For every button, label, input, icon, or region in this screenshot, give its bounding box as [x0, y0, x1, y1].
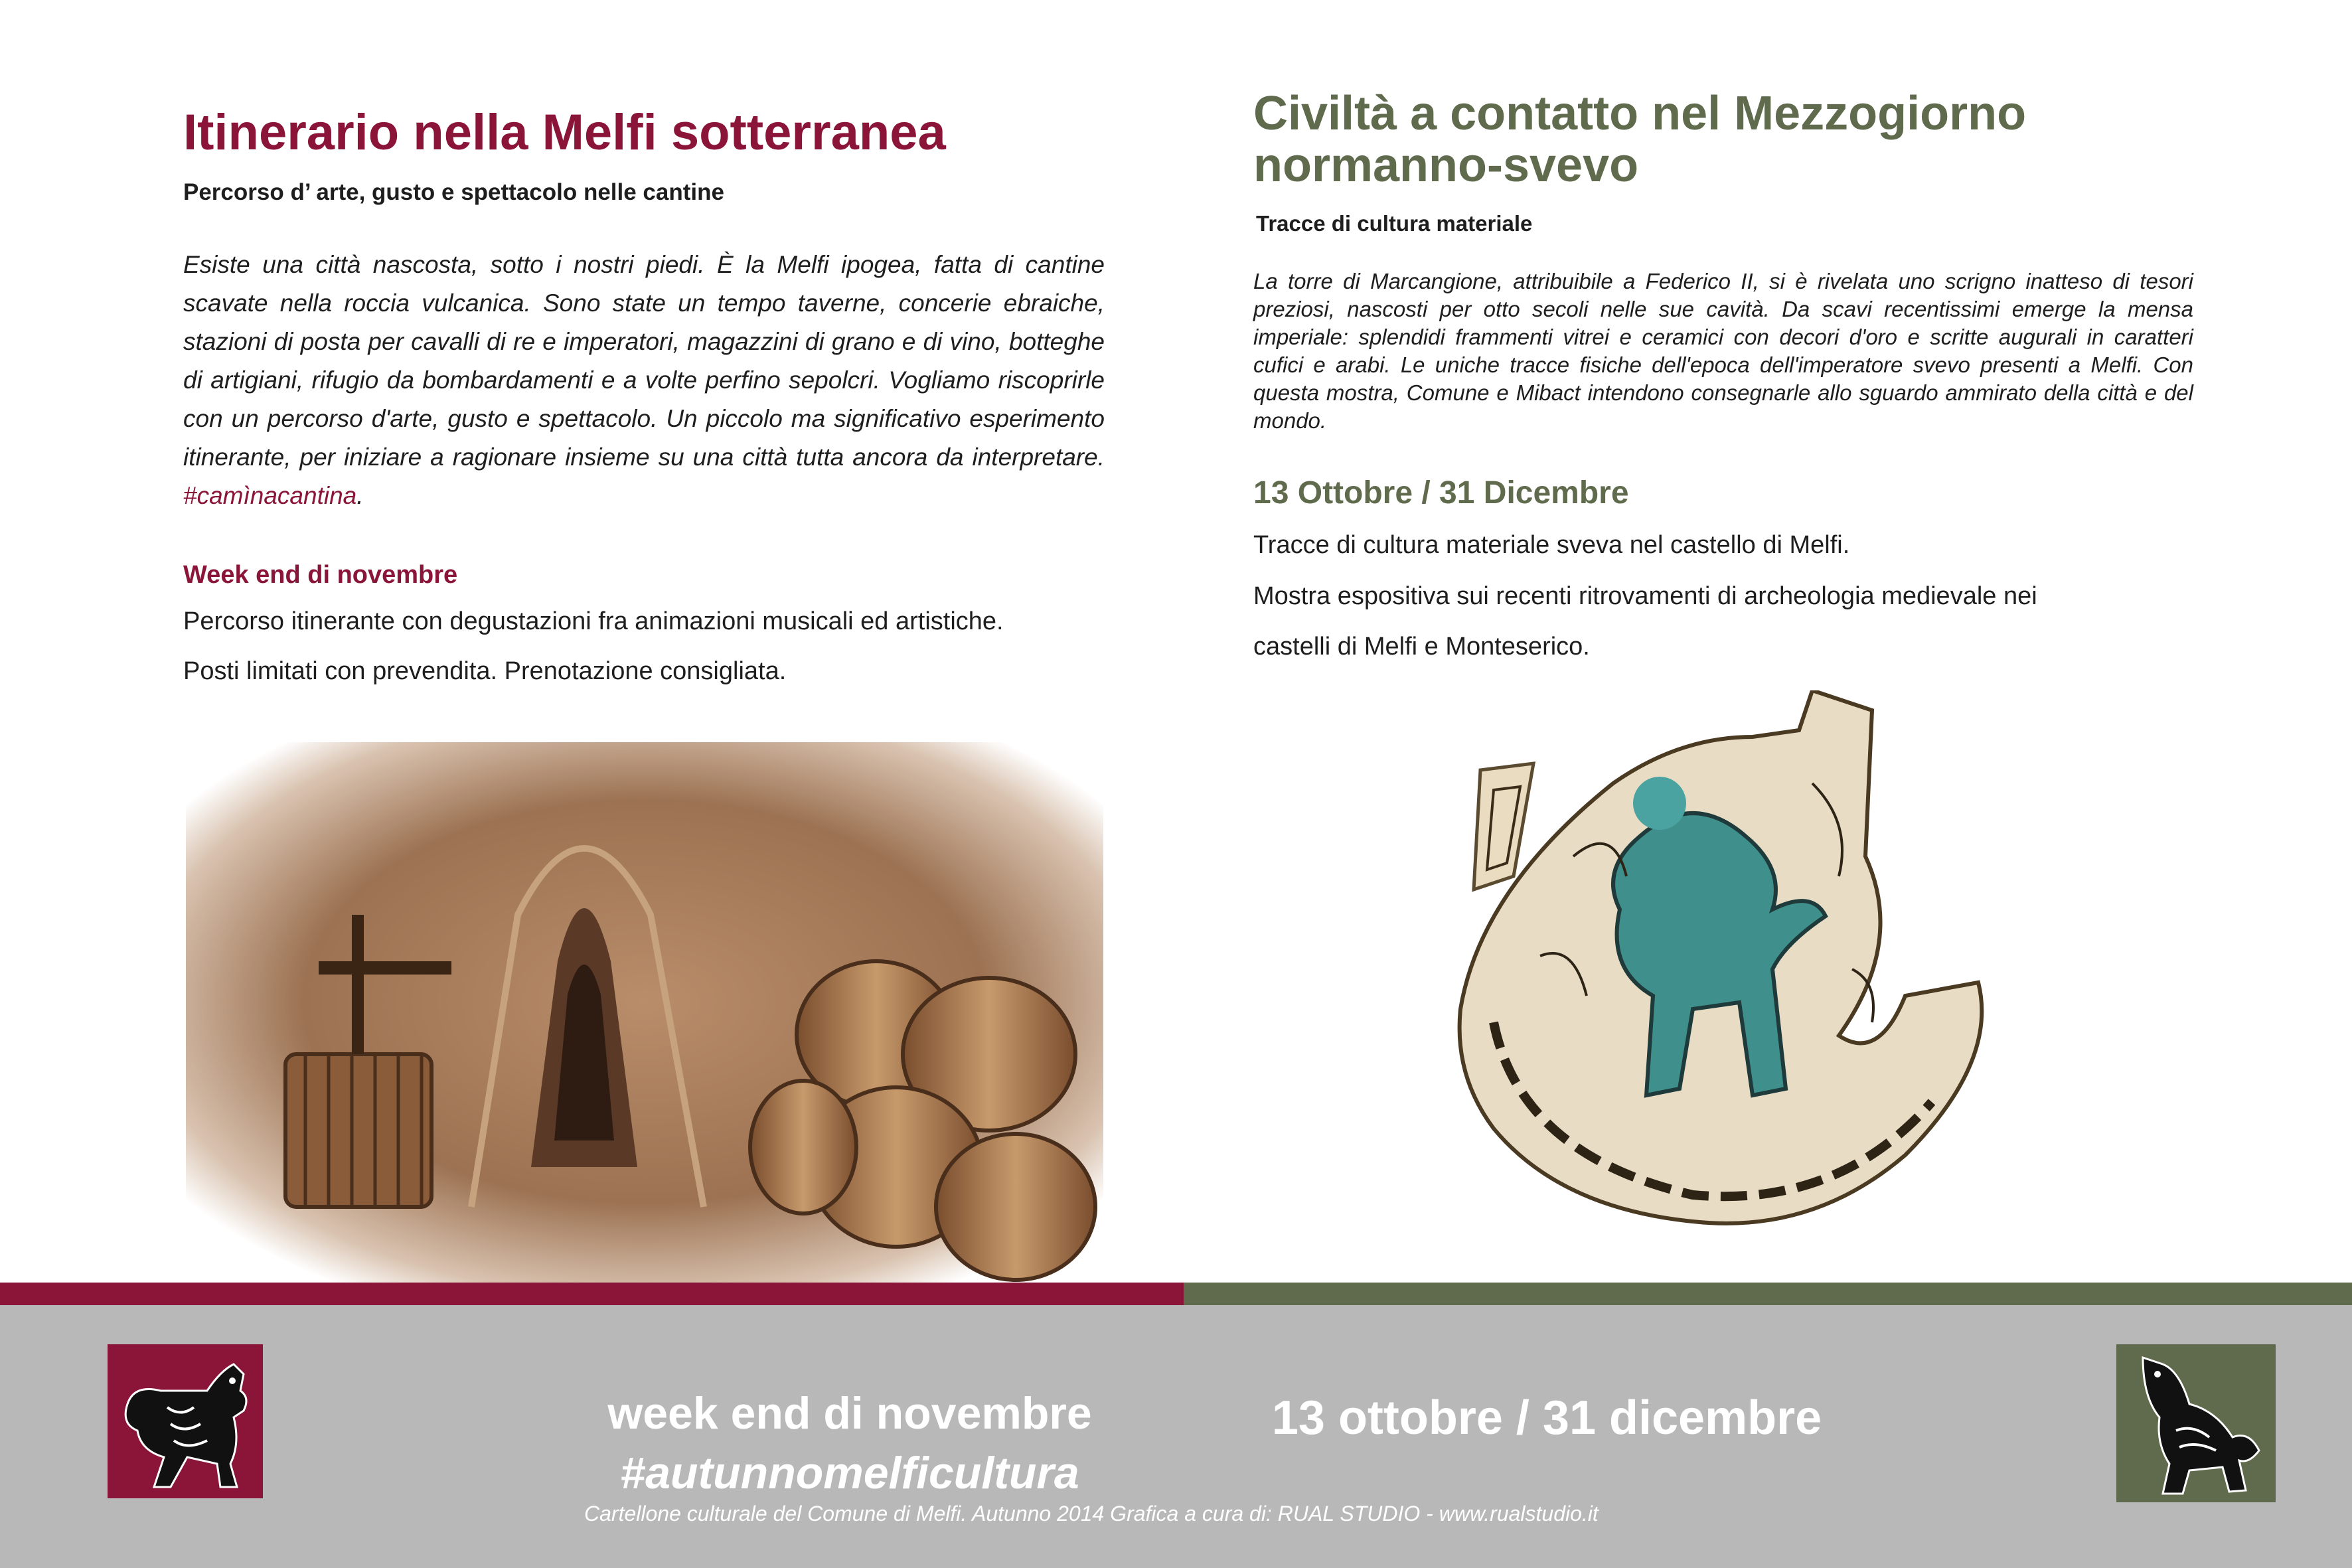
footer-credit: Cartellone culturale del Comune di Melfi. Autunno 2014 Grafica a cura di: RUAL STUDIO - www.rualstudio.it	[584, 1502, 1599, 1526]
right-subtitle: Tracce di cultura materiale	[1256, 211, 1533, 236]
right-body-paragraph: La torre di Marcangione, attribuibile a Federico II, si è rivelata uno scrigno inatteso di tesori preziosi, nascosti per otto secoli nelle sue cavità. Da scavi recentissimi emerge la mensa imperiale: splendidi frammenti vitrei e ceramici con decori d'oro e scritte augurali in caratteri cufici e arabi. Le uniche tracce fisiche dell'epoca dell'imperatore svevo presenti a Melfi. Con questa mostra, Comune e Mibact intendono consegnarle allo sguardo ammirato della città e del mondo.	[1253, 269, 2193, 433]
left-hashtag: #camìnacantina	[183, 482, 357, 509]
left-info-line-2: Posti limitati con prevendita. Prenotazione consigliata.	[183, 657, 787, 685]
left-title: Itinerario nella Melfi sotterranea	[183, 104, 946, 161]
right-info-line-1: Tracce di cultura materiale sveva nel castello di Melfi.	[1253, 531, 1850, 559]
left-info-line-1: Percorso itinerante con degustazioni fra animazioni musicali ed artistiche.	[183, 607, 1004, 635]
footer-week-text: week end di novembre	[607, 1388, 1092, 1439]
right-date-heading: 13 Ottobre / 31 Dicembre	[1253, 475, 1629, 510]
footer-bar	[0, 1305, 2352, 1568]
ceramic-plate-image	[1441, 690, 2005, 1235]
right-info-line-3: castelli di Melfi e Monteserico.	[1253, 633, 1590, 661]
left-body-text: Esiste una città nascosta, sotto i nostri piedi. È la Melfi ipogea, fatta di cantine scavate nella roccia vulcanica. Sono state un tempo taverne, concerie ebraiche, stazioni di posta per cavalli di re e imperatori, magazzini di grano e di vino, botteghe di artigiani, rifugio da bombardamenti e a volte perfino sepolcri. Vogliamo riscoprirle con un percorso d'arte, gusto e spettacolo. Un piccolo ma significativo esperimento itinerante, per iniziare a ragionare insieme su una città tutta ancora da interpretare.	[183, 251, 1105, 471]
left-week-heading: Week end di novembre	[183, 561, 458, 589]
wine-cellar-image	[186, 742, 1103, 1283]
olive-band	[1184, 1283, 2352, 1305]
left-hashtag-suffix: .	[356, 482, 364, 509]
wolf-emblem-icon	[2116, 1344, 2276, 1502]
right-info-line-2: Mostra espositiva sui recenti ritrovamenti di archeologia medievale nei	[1253, 582, 2037, 610]
right-title	[1253, 88, 2249, 191]
right-title-line-1: Civiltà a contatto nel Mezzogiorno	[1253, 87, 2027, 140]
left-body-paragraph	[183, 246, 1105, 515]
footer-date: 13 ottobre / 31 dicembre	[1271, 1391, 1822, 1445]
griffin-emblem-icon	[108, 1344, 263, 1498]
left-subtitle: Percorso d’ arte, gusto e spettacolo nelle cantine	[183, 179, 724, 205]
burgundy-band	[0, 1283, 1184, 1305]
right-title-line-2: normanno-svevo	[1253, 139, 1639, 192]
footer-hashtag: #autunnomelficultura	[620, 1448, 1079, 1498]
